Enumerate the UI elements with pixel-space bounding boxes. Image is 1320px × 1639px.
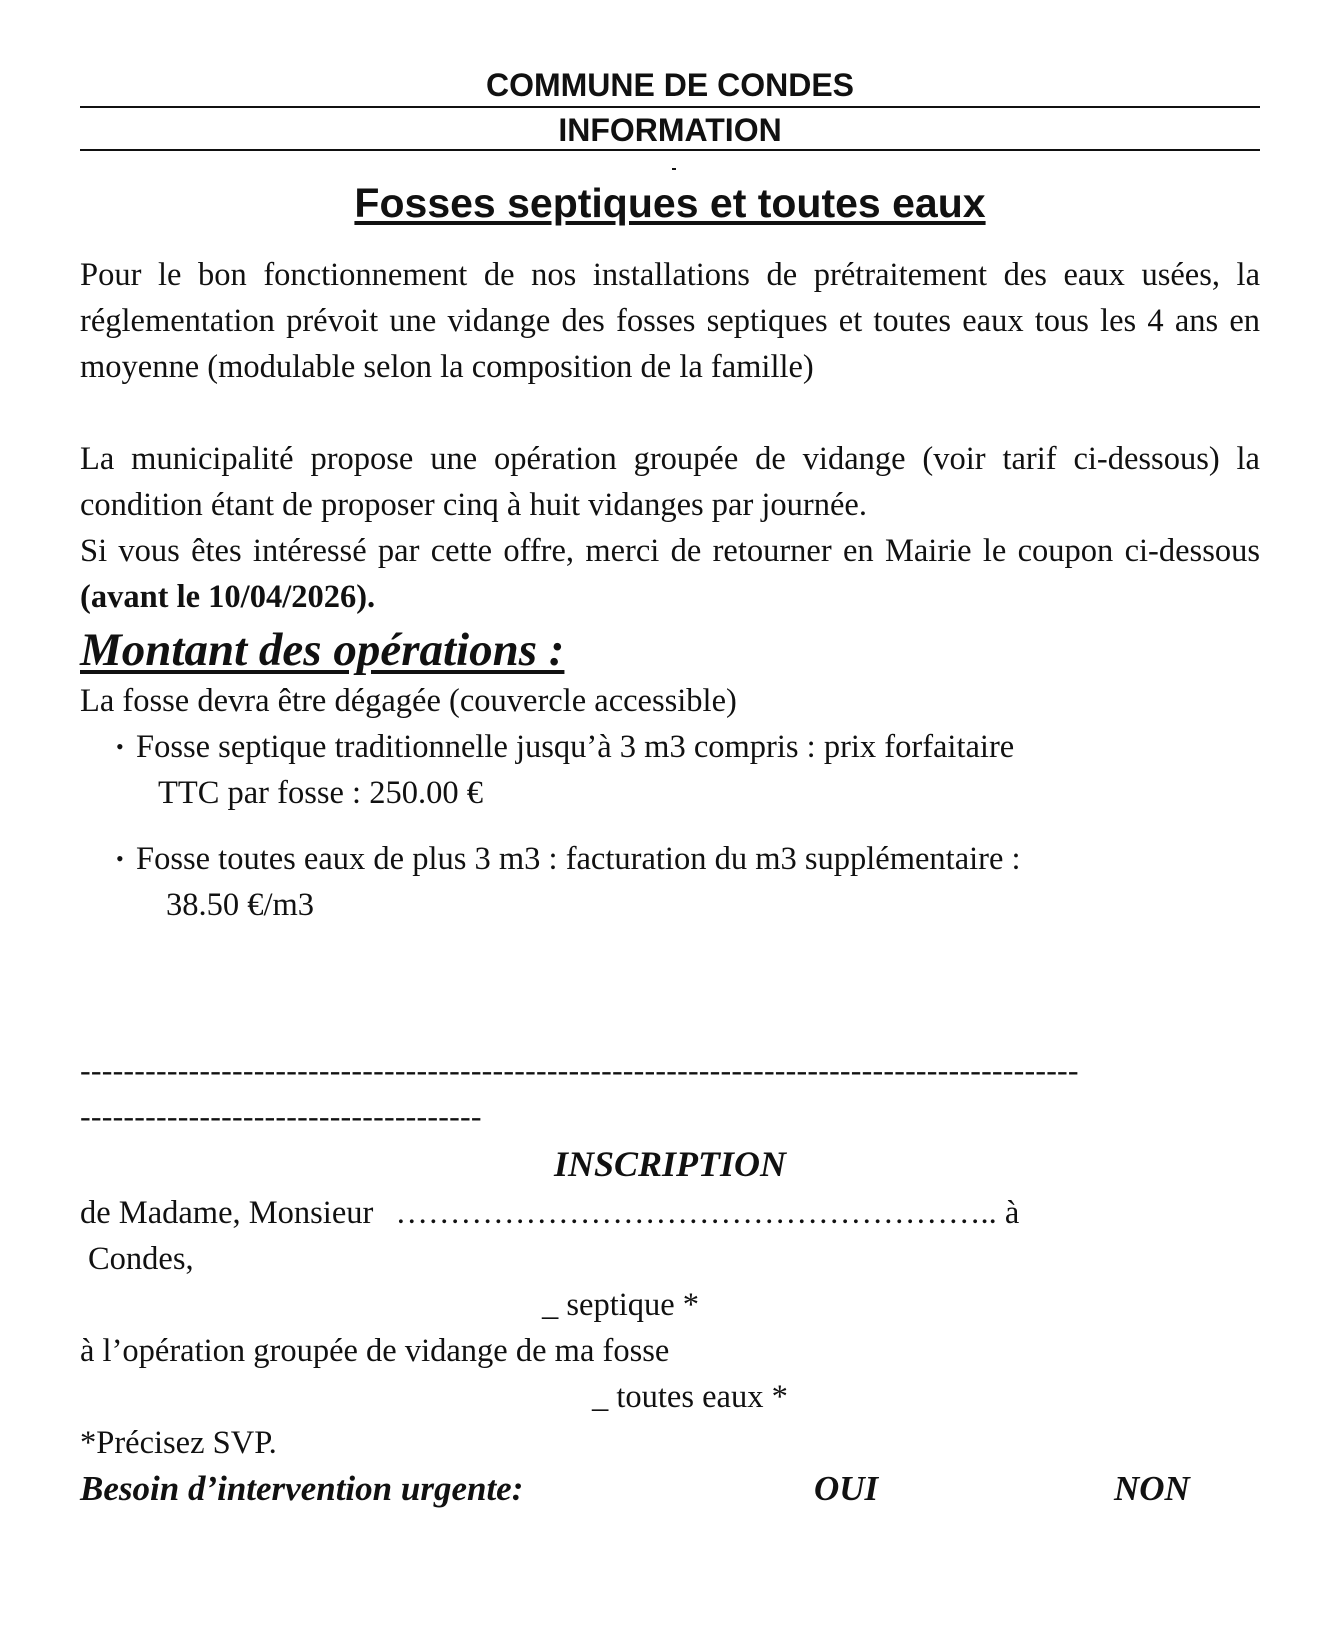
pricing-item-toutes-eaux	[116, 836, 1021, 882]
header-rule-bottom	[80, 149, 1260, 151]
option-toutes-eaux[interactable]: _ toutes eaux *	[592, 1379, 788, 1415]
pricing-item-septique-line1: Fosse septique traditionnelle jusqu’à 3 m3 compris : prix forfaitaire	[136, 729, 1015, 765]
urgent-oui-option[interactable]: OUI	[814, 1469, 879, 1508]
information-label: INFORMATION	[558, 112, 782, 148]
urgent-label: Besoin d’intervention urgente:	[80, 1469, 524, 1508]
name-prefix: de Madame, Monsieur	[80, 1195, 374, 1231]
pricing-item-toutes-eaux-price: 38.50 €/m3	[166, 887, 315, 923]
intro-paragraph-3-text: Si vous êtes intéressé par cette offre, merci de retourner en Mairie le coupon ci-dessous	[80, 533, 1260, 569]
cut-line-row-2: -------------------------------------	[80, 1098, 482, 1134]
commune-header: COMMUNE DE CONDES	[485, 67, 854, 103]
page-title-text: Fosses septiques et toutes eaux	[354, 180, 986, 226]
page-title	[80, 180, 1260, 226]
city-label: Condes,	[88, 1241, 194, 1277]
intro-paragraph-1: Pour le bon fonctionnement de nos installations de prétraitement des eaux usées, la réglementation prévoit une vidange des fosses septiques et toutes eaux tous les 4 ans en moyenne (modulable selon la composition de la famille)	[80, 257, 1260, 385]
small-dash-mark	[672, 168, 676, 170]
intro-paragraph-2: La municipalité propose une opération groupée de vidange (voir tarif ci-dessous) la condition étant de proposer cinq à huit vidanges par journée.	[80, 441, 1260, 523]
urgent-non-option[interactable]: NON	[1114, 1469, 1190, 1508]
operation-label: à l’opération groupée de vidange de ma fosse	[80, 1333, 670, 1369]
name-line	[80, 1190, 1019, 1236]
deadline: (avant le 10/04/2026).	[80, 579, 376, 615]
precise-note: *Précisez SVP.	[80, 1425, 277, 1461]
pricing-note: La fosse devra être dégagée (couvercle accessible)	[80, 683, 737, 719]
intro-paragraph-3	[80, 528, 1260, 620]
pricing-item-septique	[116, 724, 1015, 770]
option-septique[interactable]: _ septique *	[542, 1287, 700, 1323]
bullet-icon: •	[116, 734, 124, 759]
bullet-icon: •	[116, 846, 124, 871]
pricing-item-toutes-eaux-line1: Fosse toutes eaux de plus 3 m3 : facturation du m3 supplémentaire :	[136, 841, 1021, 877]
pricing-heading: Montant des opérations :	[80, 624, 565, 676]
pricing-item-septique-price: TTC par fosse : 250.00 €	[158, 775, 483, 811]
document-page	[80, 0, 1260, 1639]
header-rule-top	[80, 106, 1260, 108]
inscription-title: INSCRIPTION	[553, 1144, 787, 1184]
cut-line-row-1: --------------------------------------------------------------------------------------------	[80, 1052, 1079, 1088]
name-field[interactable]: ……………………………………………….. à	[395, 1195, 1020, 1231]
